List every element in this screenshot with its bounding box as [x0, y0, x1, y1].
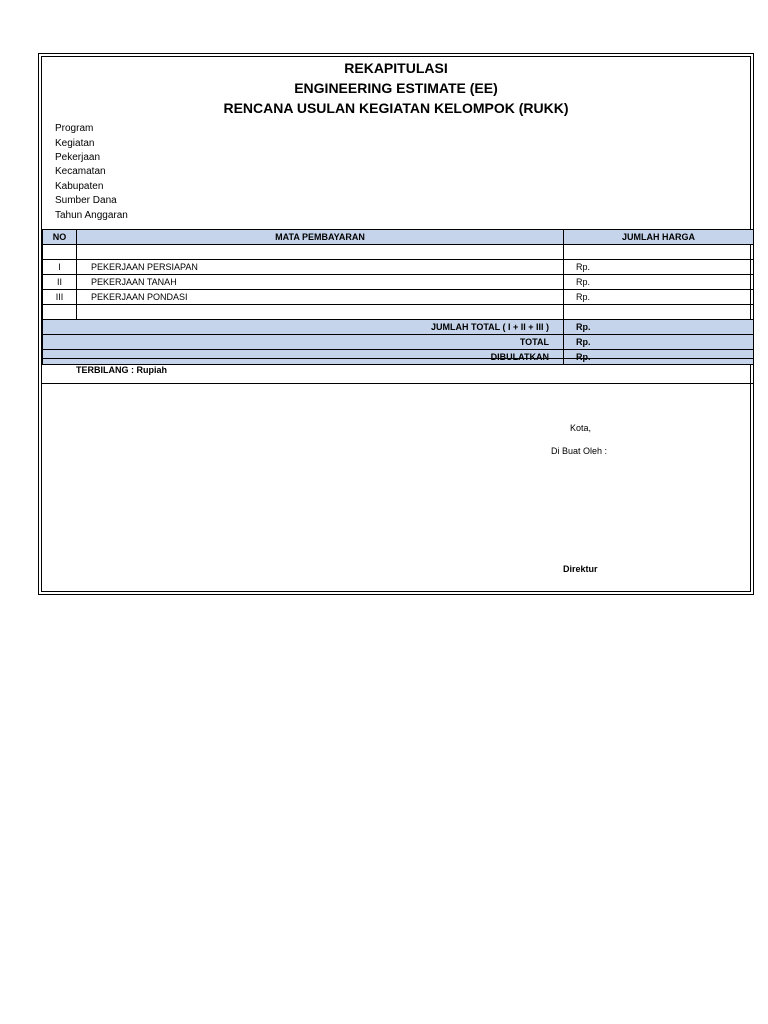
terbilang-text: TERBILANG : Rupiah [76, 365, 167, 375]
total-label: TOTAL [43, 335, 564, 350]
title-engineering-estimate: ENGINEERING ESTIMATE (EE) [294, 80, 498, 96]
table-spacer [43, 305, 754, 320]
signature-made-by: Di Buat Oleh : [551, 446, 608, 456]
table-row [43, 290, 754, 305]
row-item: PEKERJAAN TANAH [77, 275, 564, 290]
total-amount: Rp. [564, 320, 754, 335]
row-no: III [43, 290, 77, 305]
row-amount: Rp. [564, 275, 754, 290]
field-sumber-dana: Sumber Dana [55, 195, 117, 206]
table-row [43, 275, 754, 290]
document-frame [41, 56, 751, 592]
terbilang-row [42, 358, 754, 384]
row-item: PEKERJAAN PONDASI [77, 290, 564, 305]
signature-city: Kota, [570, 423, 592, 433]
field-program: Program [55, 123, 94, 134]
total-amount: Rp. [564, 335, 754, 350]
total-label: DIBULATKAN [43, 350, 564, 365]
header-no: NO [43, 230, 77, 245]
table-spacer [43, 245, 754, 260]
title-rekapitulasi: REKAPITULASI [344, 60, 448, 76]
table-row [43, 260, 754, 275]
total-amount: Rp. [564, 350, 754, 365]
row-no: II [43, 275, 77, 290]
table-header [43, 230, 754, 245]
title-rukk: RENCANA USULAN KEGIATAN KELOMPOK (RUKK) [223, 100, 569, 116]
total-label: JUMLAH TOTAL ( I + II + III ) [43, 320, 564, 335]
header-mata-pembayaran: MATA PEMBAYARAN [77, 230, 564, 245]
total-row [43, 320, 754, 335]
row-item: PEKERJAAN PERSIAPAN [77, 260, 564, 275]
row-no: I [43, 260, 77, 275]
row-amount: Rp. [564, 290, 754, 305]
header-jumlah-harga: JUMLAH HARGA [564, 230, 754, 245]
field-tahun-anggaran: Tahun Anggaran [55, 210, 128, 221]
field-pekerjaan: Pekerjaan [55, 152, 101, 163]
field-kecamatan: Kecamatan [55, 166, 106, 177]
signature-role: Direktur [563, 564, 598, 574]
document-sheet [38, 53, 754, 595]
field-kabupaten: Kabupaten [55, 181, 104, 192]
row-amount: Rp. [564, 260, 754, 275]
total-row [43, 335, 754, 350]
field-kegiatan: Kegiatan [55, 138, 95, 149]
cost-table [42, 229, 754, 365]
